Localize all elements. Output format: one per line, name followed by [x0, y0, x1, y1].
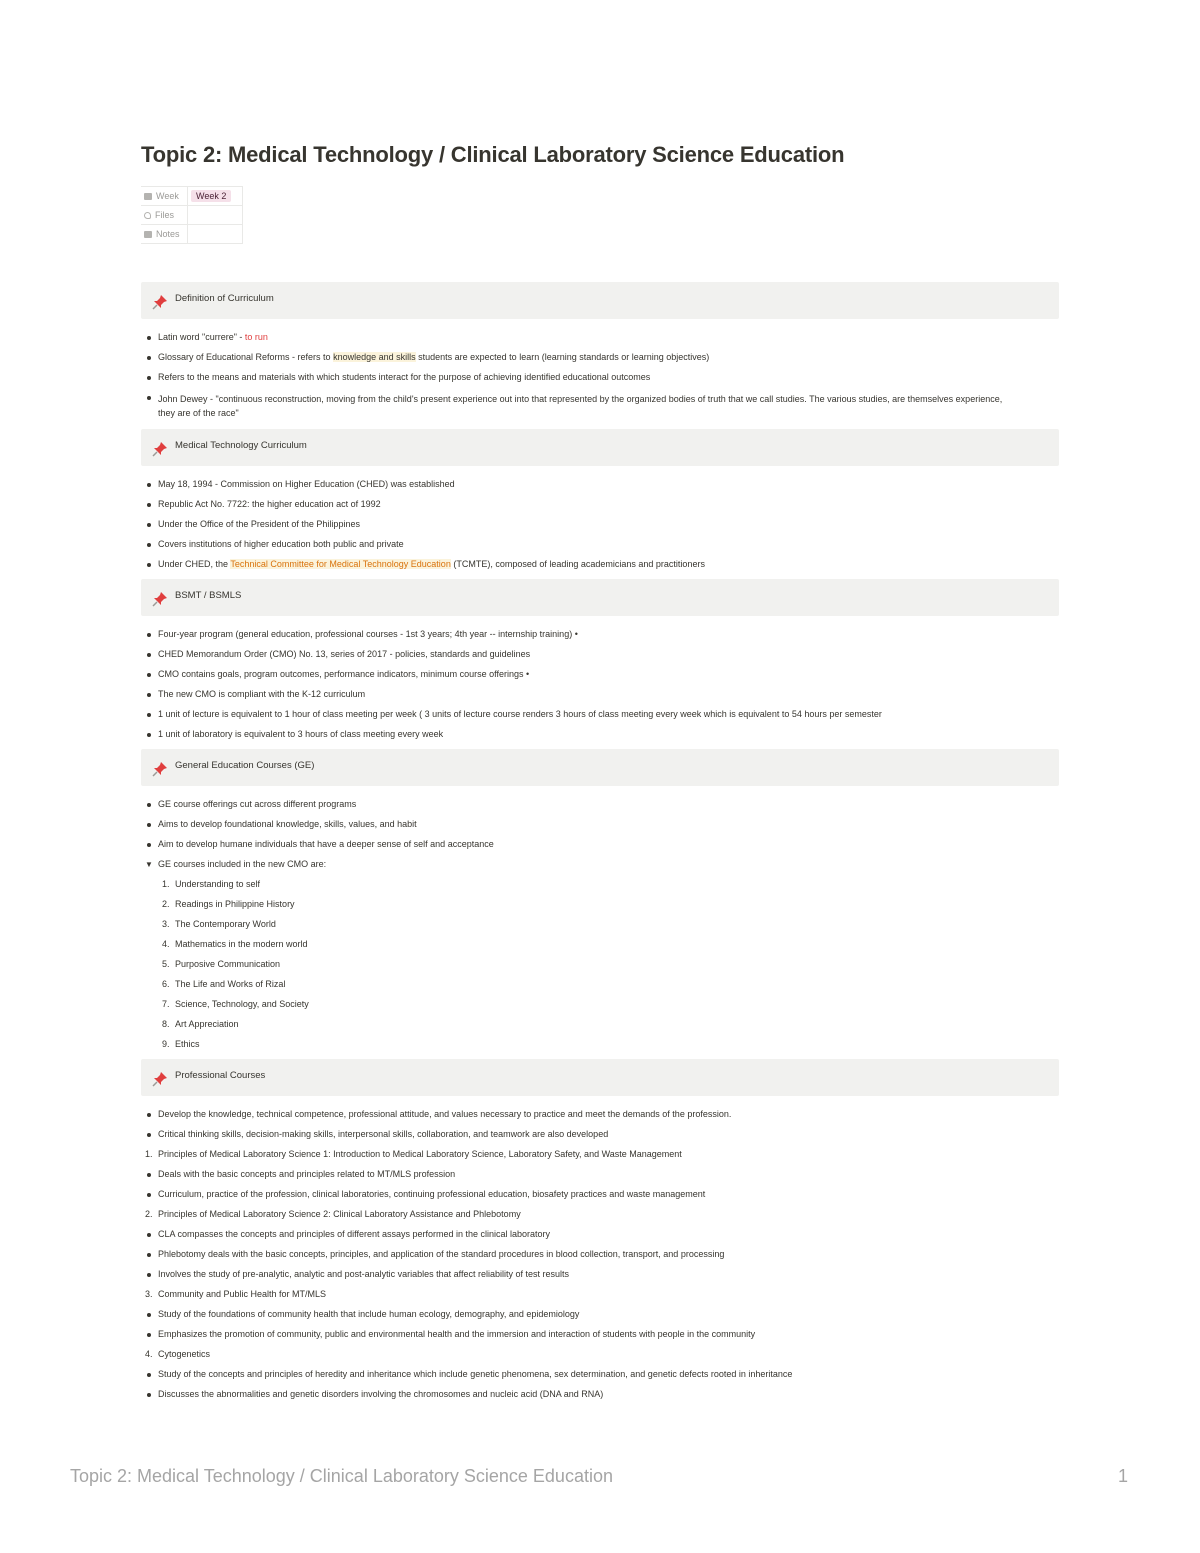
list-item: The new CMO is compliant with the K-12 curriculum [141, 689, 1059, 700]
callout-bsmt [141, 579, 1059, 616]
item-number: 3. [145, 1289, 153, 1299]
list-item: Refers to the means and materials with which students interact for the purpose of achieving identified educational outcomes [141, 372, 1059, 383]
item-text: Curriculum, practice of the profession, clinical laboratories, continuing professional education, biosafety practices and waste management [158, 1189, 706, 1199]
list-item: 1 unit of laboratory is equivalent to 3 hours of class meeting every week [141, 729, 1059, 740]
text-icon [144, 231, 152, 238]
item-text: Phlebotomy deals with the basic concepts, principles, and application of the standard procedures in blood collection, transport, and processing [158, 1249, 725, 1259]
list-item: Republic Act No. 7722: the higher education act of 1992 [141, 499, 1059, 510]
toggle-triangle-icon[interactable]: ▼ [145, 860, 153, 869]
numbered-item [141, 1349, 1059, 1360]
item-text: Principles of Medical Laboratory Science 2: Clinical Laboratory Assistance and Phlebotomy [158, 1209, 521, 1219]
item-number: 1. [145, 1149, 153, 1159]
list-item [141, 1229, 1059, 1240]
page-title: Topic 2: Medical Technology / Clinical Laboratory Science Education [141, 142, 845, 167]
list-item: CMO contains goals, program outcomes, performance indicators, minimum course offerings • [141, 669, 1059, 680]
list-item: CHED Memorandum Order (CMO) No. 13, series of 2017 - policies, standards and guidelines [141, 649, 1059, 660]
list-item: Under the Office of the President of the Philippines [141, 519, 1059, 530]
list-item [141, 1109, 1059, 1120]
numbered-item: 4. Mathematics in the modern world [162, 939, 308, 949]
callout-definition [141, 282, 1059, 319]
professional-list [141, 1109, 1059, 1400]
callout-professional [141, 1059, 1059, 1096]
numbered-item [141, 1209, 1059, 1220]
ge-numbered-list [141, 879, 1059, 1050]
list-item: Latin word "currere" - to run [141, 332, 1059, 343]
list-item: Four-year program (general education, professional courses - 1st 3 years; 4th year -- internship training) • [141, 629, 1059, 640]
page-content [141, 282, 1059, 1409]
list-item: Under CHED, the Technical Committee for Medical Technology Education (TCMTE), composed of leading academicians and practitioners [141, 559, 1059, 570]
bsmt-list [141, 629, 1059, 740]
numbered-item: 8. Art Appreciation [162, 1019, 239, 1029]
item-text: Community and Public Health for MT/MLS [158, 1289, 327, 1299]
list-item: May 18, 1994 - Commission on Higher Education (CHED) was established [141, 479, 1059, 490]
callout-title: Definition of Curriculum [175, 293, 274, 304]
list-item: Aims to develop foundational knowledge, skills, values, and habit [141, 819, 1059, 830]
item-number: 2. [145, 1209, 153, 1219]
list-item [141, 1329, 1059, 1340]
item-number: 4. [145, 1349, 153, 1359]
property-row-files[interactable] [141, 206, 243, 225]
footer-title: Topic 2: Medical Technology / Clinical Laboratory Science Education [70, 1466, 613, 1486]
item-text: Critical thinking skills, decision-making skills, interpersonal skills, collaboration, and teamwork are also developed [158, 1129, 609, 1139]
item-text: Study of the concepts and principles of heredity and inheritance which include genetic phenomena, sex determination, and genetic defects rooted in inheritance [158, 1369, 793, 1379]
item-text: Study of the foundations of community health that include human ecology, demography, and epidemiology [158, 1309, 580, 1319]
pushpin-icon [151, 293, 169, 311]
week-tag: Week 2 [191, 190, 231, 202]
list-item [141, 1249, 1059, 1260]
numbered-item: 2. Readings in Philippine History [162, 899, 295, 909]
callout-title: General Education Courses (GE) [175, 760, 315, 771]
property-key: Files [155, 210, 175, 220]
numbered-item: 5. Purposive Communication [162, 959, 281, 969]
numbered-item [141, 1289, 1059, 1300]
pushpin-icon [151, 440, 169, 458]
list-item: 1 unit of lecture is equivalent to 1 hour of class meeting per week ( 3 units of lecture course renders 3 hours of class meeting every week which is equivalent to 54 hours per semester [141, 709, 1059, 720]
notes-value[interactable] [188, 225, 243, 244]
numbered-item: 1. Understanding to self [162, 879, 261, 889]
list-item [141, 1389, 1059, 1400]
property-row-week[interactable] [141, 187, 243, 206]
item-text: Discusses the abnormalities and genetic disorders involving the chromosomes and nucleic acid (DNA and RNA) [158, 1389, 604, 1399]
list-item [141, 1189, 1059, 1200]
numbered-item [141, 1149, 1059, 1160]
list-item [141, 1129, 1059, 1140]
callout-title: Medical Technology Curriculum [175, 440, 307, 451]
callout-title: BSMT / BSMLS [175, 590, 242, 601]
list-item [141, 1169, 1059, 1180]
numbered-item: 7. Science, Technology, and Society [162, 999, 309, 1009]
medtech-list [141, 479, 1059, 570]
list-item: Glossary of Educational Reforms - refers to knowledge and skills students are expected to learn (learning standards or learning objectives) [141, 352, 1059, 363]
pushpin-icon [151, 590, 169, 608]
files-value[interactable] [188, 206, 243, 225]
property-key: Notes [156, 229, 180, 239]
list-item: John Dewey - "continuous reconstruction, moving from the child's present experience out into that represented by the organized bodies of truth that we call studies. The various studies, are themselves experience, they are of the race" [141, 392, 1018, 420]
item-text: Deals with the basic concepts and principles related to MT/MLS profession [158, 1169, 456, 1179]
highlighted-text: to run [244, 332, 268, 342]
item-text: Principles of Medical Laboratory Science 1: Introduction to Medical Laboratory Science, Laboratory Safety, and Waste Management [158, 1149, 682, 1159]
highlighted-text: knowledge and skills [333, 352, 416, 362]
list-item: Covers institutions of higher education both public and private [141, 539, 1059, 550]
list-item: Aim to develop humane individuals that have a deeper sense of self and acceptance [141, 839, 1059, 850]
item-text: CLA compasses the concepts and principles of different assays performed in the clinical laboratory [158, 1229, 551, 1239]
list-item: GE course offerings cut across different programs [141, 799, 1059, 810]
property-key: Week [156, 191, 179, 201]
properties-table [141, 186, 243, 244]
paperclip-icon [144, 212, 151, 219]
pushpin-icon [151, 760, 169, 778]
list-icon [144, 193, 152, 200]
callout-ge [141, 749, 1059, 786]
callout-medtech [141, 429, 1059, 466]
toggle-item[interactable]: ▼ GE courses included in the new CMO are: [145, 859, 327, 869]
list-item [141, 1309, 1059, 1320]
list-item [141, 1369, 1059, 1380]
item-text: Emphasizes the promotion of community, public and environmental health and the immersion and interaction of students with people in the community [158, 1329, 756, 1339]
numbered-item: 9. Ethics [162, 1039, 200, 1049]
list-item [141, 1269, 1059, 1280]
callout-title: Professional Courses [175, 1070, 266, 1081]
numbered-item: 6. The Life and Works of Rizal [162, 979, 286, 989]
definition-list [141, 332, 1059, 420]
property-row-notes[interactable] [141, 225, 243, 244]
item-text: Cytogenetics [158, 1349, 211, 1359]
ge-list [141, 799, 1059, 870]
pushpin-icon [151, 1070, 169, 1088]
page-number: 1 [1118, 1466, 1129, 1486]
item-text: Involves the study of pre-analytic, analytic and post-analytic variables that affect reliability of test results [158, 1269, 570, 1279]
item-text: Develop the knowledge, technical competence, professional attitude, and values necessary to practice and meet the demands of the profession. [158, 1109, 732, 1119]
numbered-item: 3. The Contemporary World [162, 919, 276, 929]
highlighted-text: Technical Committee for Medical Technology Education [230, 559, 451, 569]
